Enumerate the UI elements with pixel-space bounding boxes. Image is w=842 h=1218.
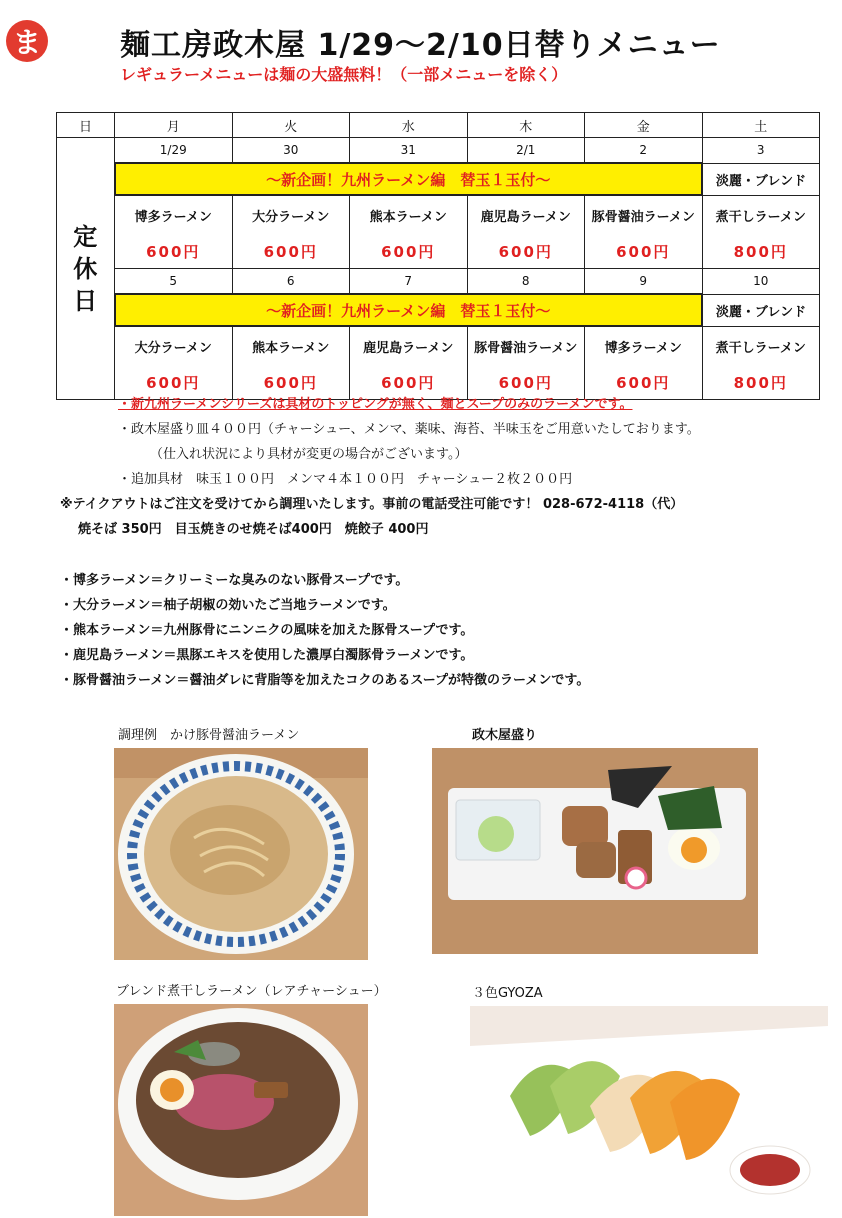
menu-item — [232, 326, 350, 400]
photo-caption-1: 調理例 かけ豚骨醤油ラーメン — [118, 728, 300, 743]
ramen-descriptions — [60, 568, 589, 693]
item-price: 600円 — [146, 374, 201, 392]
item-price: 600円 — [146, 243, 201, 261]
page-subtitle: レギュラーメニューは麺の大盛無料！（一部メニューを除く） — [120, 65, 568, 84]
closed-day-cell — [57, 138, 115, 400]
item-name: 鹿児島ラーメン — [363, 341, 454, 356]
closed-char: 日 — [73, 286, 98, 315]
description-item: ・博多ラーメン＝クリーミーな臭みのない豚骨スープです。 — [60, 573, 409, 588]
item-price: 600円 — [381, 243, 436, 261]
date-cell: 1/29 — [115, 138, 233, 164]
item-price: 800円 — [733, 373, 788, 392]
item-name: 鹿児島ラーメン — [480, 210, 571, 225]
date-row — [57, 269, 820, 295]
date-row — [57, 138, 820, 164]
menu-item — [702, 195, 820, 269]
menu-item — [350, 195, 468, 269]
date-cell: 31 — [350, 138, 468, 164]
logo-char: ま — [12, 26, 41, 59]
item-name: 熊本ラーメン — [252, 341, 330, 356]
plate-note: ・政木屋盛り皿４００円（チャーシュー、メンマ、薬味、海苔、半味玉をご用意いたしております。 — [118, 422, 700, 437]
header-cell: 月 — [115, 113, 233, 138]
header-cell: 火 — [232, 113, 350, 138]
menu-item — [467, 326, 585, 400]
item-name: 豚骨醤油ラーメン — [474, 341, 578, 356]
item-price: 600円 — [263, 374, 318, 392]
item-name: 煮干しラーメン — [715, 340, 806, 356]
photo-caption-3: ブレンド煮干しラーメン（レアチャーシュー） — [116, 984, 387, 999]
page-title: 麺工房政木屋 1/29～2/10日替りメニュー — [120, 28, 721, 63]
menu-item — [585, 326, 703, 400]
header-cell: 土 — [702, 113, 820, 138]
item-price: 600円 — [616, 243, 671, 261]
menu-item — [115, 326, 233, 400]
item-name: 豚骨醤油ラーメン — [591, 210, 695, 225]
banner-row — [57, 294, 820, 326]
header-cell: 水 — [350, 113, 468, 138]
logo — [6, 20, 48, 62]
menu-table — [56, 112, 820, 400]
kyushu-note: ・新九州ラーメンシリーズは具材のトッピングが無く、麺とスープのみのラーメンです。 — [118, 397, 633, 412]
item-name: 博多ラーメン — [134, 210, 212, 225]
menu-item — [467, 195, 585, 269]
banner-row — [57, 163, 820, 195]
header-cell: 木 — [467, 113, 585, 138]
niboshi-ramen-photo — [114, 1004, 368, 1216]
date-cell: 9 — [585, 269, 703, 295]
date-cell: 30 — [232, 138, 350, 164]
date-cell: 5 — [115, 269, 233, 295]
menu-item — [115, 195, 233, 269]
takeout-note: ※テイクアウトはご注文を受けてから調理いたします。事前の電話受注可能です！ 028-672-4118（代） — [60, 497, 684, 512]
date-cell: 10 — [702, 269, 820, 295]
date-cell: 8 — [467, 269, 585, 295]
date-cell: 6 — [232, 269, 350, 295]
description-item: ・豚骨醤油ラーメン＝醤油ダレに背脂等を加えたコクのあるスープが特徴のラーメンです。 — [60, 673, 590, 688]
menu-item — [350, 326, 468, 400]
notes-section — [60, 392, 700, 542]
item-price: 600円 — [381, 374, 436, 392]
item-row — [57, 326, 820, 400]
date-cell: 7 — [350, 269, 468, 295]
photo-caption-2: 政木屋盛り — [472, 728, 538, 743]
topping-plate-photo — [432, 748, 758, 954]
closed-char: 休 — [73, 254, 98, 283]
plate-subnote: （仕入れ状況により具材が変更の場合がございます。） — [150, 447, 468, 462]
item-name: 熊本ラーメン — [369, 210, 447, 225]
campaign-banner: ～新企画！九州ラーメン編 替玉１玉付～ — [115, 294, 703, 326]
takeout-items: 焼そば 350円 目玉焼きのせ焼そば400円 焼餃子 400円 — [78, 522, 429, 537]
item-price: 600円 — [616, 374, 671, 392]
menu-item — [232, 195, 350, 269]
table-header-row — [57, 113, 820, 138]
header-cell: 日 — [57, 113, 115, 138]
item-name: 博多ラーメン — [604, 341, 682, 356]
gyoza-photo — [470, 1006, 828, 1200]
item-price: 800円 — [733, 242, 788, 261]
date-cell: 2/1 — [467, 138, 585, 164]
item-name: 煮干しラーメン — [715, 209, 806, 225]
item-price: 600円 — [263, 243, 318, 261]
closed-char: 定 — [73, 222, 98, 251]
item-price: 600円 — [498, 374, 553, 392]
saturday-label: 淡麗・ブレンド — [702, 163, 820, 195]
item-name: 大分ラーメン — [252, 210, 330, 225]
campaign-banner: ～新企画！九州ラーメン編 替玉１玉付～ — [115, 163, 703, 195]
date-cell: 2 — [585, 138, 703, 164]
description-item: ・鹿児島ラーメン＝黒豚エキスを使用した濃厚白濁豚骨ラーメンです。 — [60, 648, 474, 663]
extras-note: ・追加具材 味玉１００円 メンマ４本１００円 チャーシュー２枚２００円 — [118, 472, 573, 487]
description-item: ・大分ラーメン＝柚子胡椒の効いたご当地ラーメンです。 — [60, 598, 396, 613]
header-cell: 金 — [585, 113, 703, 138]
item-row — [57, 195, 820, 269]
description-item: ・熊本ラーメン＝九州豚骨にニンニクの風味を加えた豚骨スープです。 — [60, 623, 474, 638]
date-cell: 3 — [702, 138, 820, 164]
item-price: 600円 — [498, 243, 553, 261]
menu-item — [702, 326, 820, 400]
item-name: 大分ラーメン — [134, 341, 212, 356]
photo-caption-4: ３色GYOZA — [472, 986, 543, 1001]
menu-item — [585, 195, 703, 269]
ramen-photo-1 — [114, 748, 368, 960]
saturday-label: 淡麗・ブレンド — [702, 294, 820, 326]
